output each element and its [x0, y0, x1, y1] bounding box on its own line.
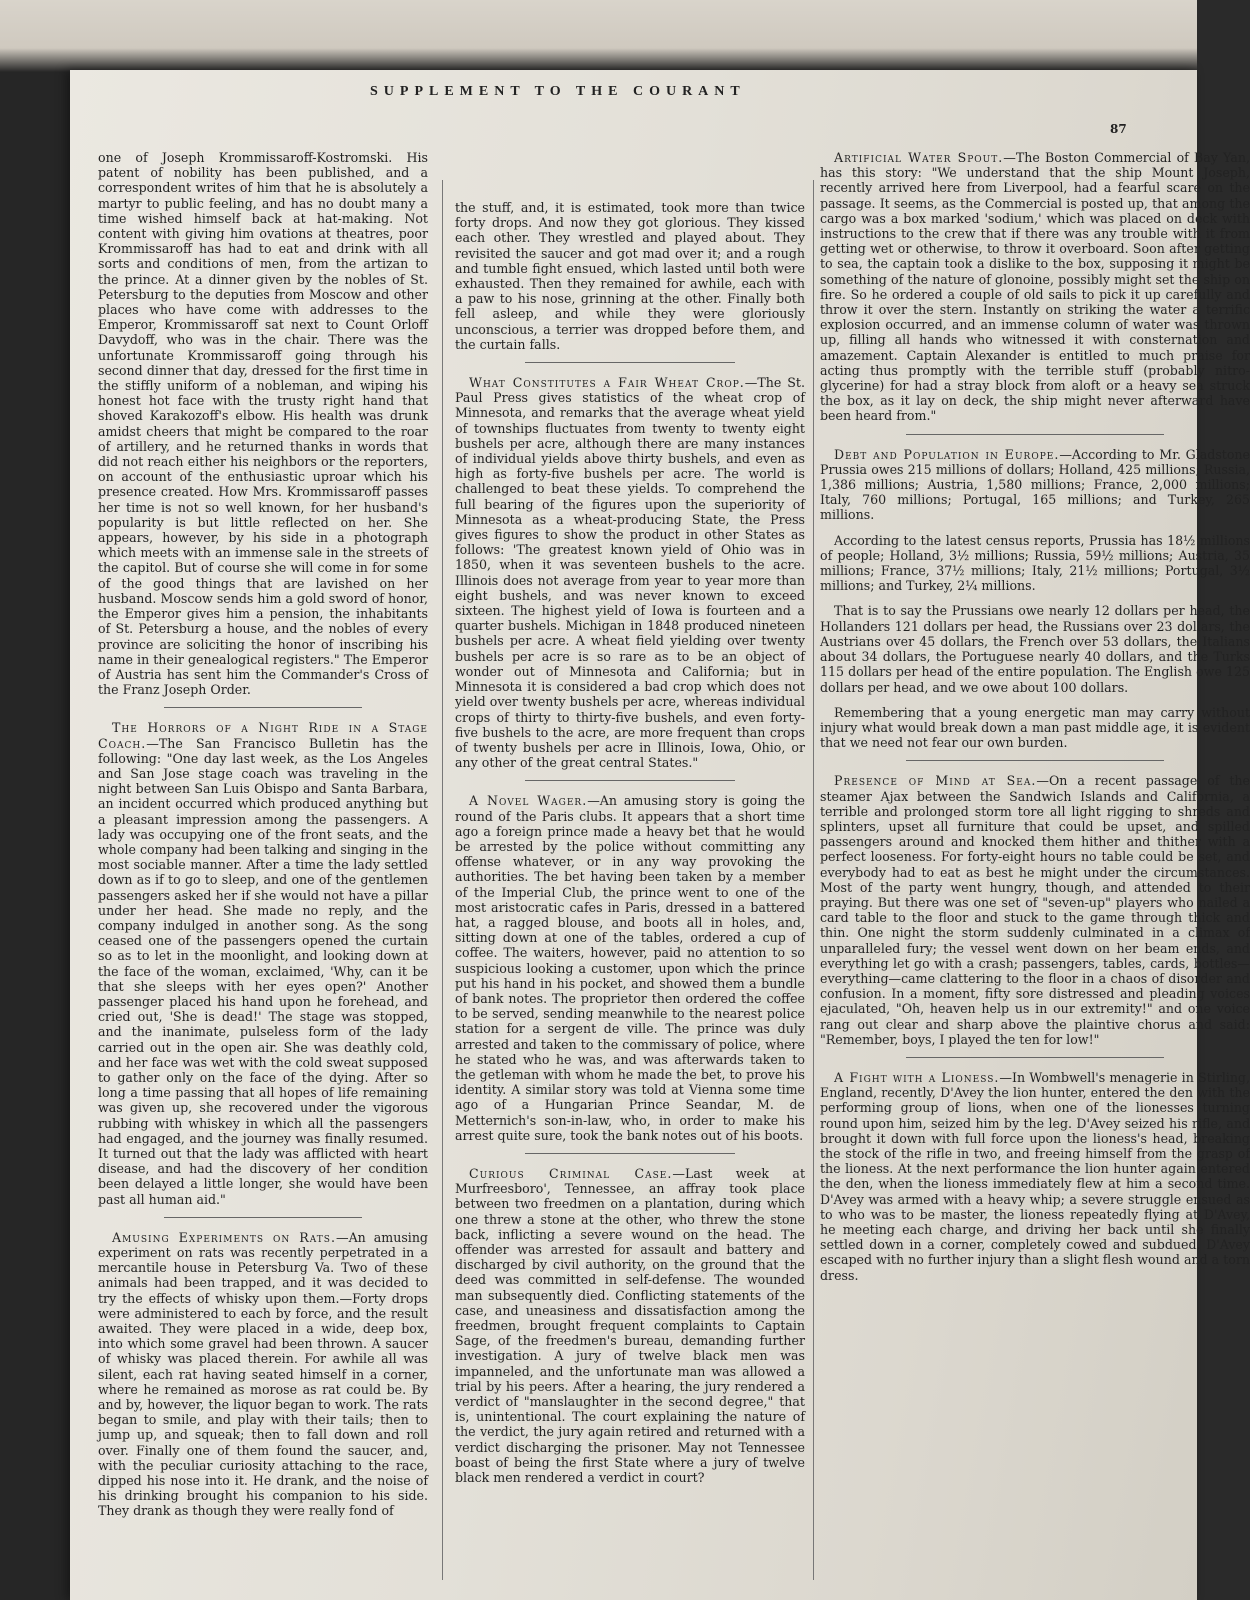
article-text: —The Boston Commercial of Bay Yan, has this story: "We understand that the ship Mount Joseph, recently arrived here from Liverpool, had a fearful scare on the passage. It seems, as the Commercial is posted up, that among the cargo was a box marked 'sodium,' which was placed on deck with instructions to the crew that if there was any trouble with it from getting wet or otherwise, to throw it overboard. Soon after getting to sea, the captain took a dislike to the box, supposing it might be something of the nature of glonoine, possibly might set the ship on fire. So he ordered a couple of old sails to pick it up carefully and throw it over the stern. Instantly on striking the water a terrific explosion occurred, and an immense column of water was thrown up, filling all hands who witnessed it with consternation and amazement. Captain Alexander is entitled to much praise for acting thus promptly with the terrible stuff (probably nitro-glycerine) for had a stray block from aloft or a heavy sea struck the box, as it lay on deck, the ship might never afterward have been heard from."	[820, 150, 1250, 424]
article-text: —The San Francisco Bulletin has the following: "One day last week, as the Los Angeles and San Jose stage coach was traveling in the night between San Luis Obispo and Santa Barbara, an incident occurred which produced anything but a pleasant impression among the passengers. A lady was occupying one of the front seats, and the whole company had been talking and singing in the most sociable manner. After a time the lady settled down as if to go to sleep, and one of the gentlemen passengers asked her if she would not have a pillar under her head. She made no reply, and the company indulged in another song. As the song ceased one of the passengers opened the curtain so as to let in the moonlight, and looking down at the face of the woman, exclaimed, 'Why, can it be that she sleeps with her eyes open?' Another passenger placed his hand upon he forehead, and cried out, 'She is dead!' The stage was stopped, and the inanimate, pulseless form of the lady carried out in the open air. She was deathly cold, and her face was wet with the cold sweat supposed to gather only on the face of the dying. After so long a time passing that all hopes of life remaining was given up, she recovered under the vigorous rubbing with whiskey in which all the passengers had engaged, and the journey was finally resumed. It turned out that the lady was afflicted with heart disease, and had the discovery of her condition been delayed a little longer, she would have been past all human aid."	[98, 735, 428, 1207]
page-header	[70, 80, 1197, 106]
article-headline: The Horrors of a Night Ride in a Stage Coach.	[98, 720, 428, 751]
article-headline: Curious Criminal Case.	[469, 1165, 673, 1181]
article-paragraph	[98, 720, 428, 1207]
article-divider	[164, 707, 362, 708]
article-paragraph	[820, 705, 1250, 751]
article-paragraph	[820, 150, 1250, 424]
column-rule	[813, 180, 814, 1580]
article-paragraph	[820, 1070, 1250, 1283]
article-headline: Artificial Water Spout.	[834, 150, 1004, 165]
article-text: —The St. Paul Press gives statistics of the wheat crop of Minnesota, and remarks that the average wheat yield of townships fluctuates from twenty to twenty eight bushels per acre, although there are many instances of individual yields above thirty bushels, and even as high as forty-five bushels per acre. The world is challenged to beat these yields. To comprehend the full bearing of the figures upon the superiority of Minnesota as a wheat-producing State, the Press gives figures to show the product in other States as follows: 'The greatest known yield of Ohio was in 1850, when it was seventeen bushels to the acre. Illinois does not average from year to year more than eight bushels, and was never known to exceed sixteen. The highest yield of Iowa is fourteen and a quarter bushels. Michigan in 1848 produced nineteen bushels per acre. A wheat field yielding over twenty bushels per acre is so rare as to be an object of wonder out of Minnesota and California; but in Minnesota it is considered a bad crop which does not yield over twenty bushels per acre, whereas individual crops of thirty to thirty-five bushels, and even forty-five bushels to the acre, are more frequent than crops of twenty bushels per acre in Illinois, Iowa, Ohio, or any other of the great central States."	[455, 375, 805, 771]
article-paragraph	[455, 1166, 805, 1485]
article-text: —In Wombwell's menagerie in Stirling, England, recently, D'Avey the lion hunter, entered the den with the performing group of lions, when one of the lionesses turning round upon him, seized him by the leg. D'Avey seized his rifle, and brought it down with full force upon the lioness's head, breaking the stock of the rifle in two, and freeing himself from the grasp of the lioness. At the next performance the lion hunter again entered the den, when the lioness immediately flew at him a second time. D'Avey was armed with a heavy whip; a severe struggle ensued as to who was to be master, the lioness repeatedly flying at D'Avey, he meeting each charge, and driving her back until she finally settled down in a corner, completely cowed and subdued. D'Avey escaped with no further injury than a slight flesh wound and a torn dress.	[820, 1069, 1250, 1283]
article-divider	[906, 760, 1164, 761]
header-title: SUPPLEMENT TO THE COURANT	[370, 84, 746, 99]
article-headline: What Constitutes a Fair Wheat Crop.	[469, 375, 745, 391]
article-divider	[525, 780, 735, 781]
article-paragraph	[455, 200, 805, 352]
article-divider	[525, 1153, 735, 1154]
article-paragraph	[98, 150, 428, 697]
article-paragraph	[820, 603, 1250, 694]
page-number: 87	[1110, 122, 1127, 136]
article-paragraph	[98, 1230, 428, 1519]
article-text: Remembering that a young energetic man may carry without injury what would break down a man past middle age, it is evident that we need not fear our own burden.	[820, 704, 1250, 751]
article-text: the stuff, and, it is estimated, took more than twice forty drops. And now they got glorious. They kissed each other. They wrestled and played about. They revisited the saucer and got mad over it; and a rough and tumble fight ensued, which lasted until both were exhausted. Then they remained for awhile, each with a paw to his nose, grinning at the other. Finally both fell asleep, and while they were gloriously unconscious, a terrier was dropped before them, and the curtain falls.	[455, 200, 805, 352]
article-paragraph	[455, 375, 805, 770]
article-divider	[164, 1217, 362, 1218]
article-divider	[906, 434, 1164, 435]
article-text: one of Joseph Krommissaroff-Kostromski. His patent of nobility has been published, and a correspondent writes of him that he is absolutely a martyr to public feeling, and has no doubt many a time wished himself back at hat-making. Not content with giving him ovations at theatres, poor Krommissaroff has had to eat and drink with all sorts and conditions of men, from the artizan to the prince. At a dinner given by the nobles of St. Petersburg to the deputies from Moscow and other places who have come with addresses to the Emperor, Krommissaroff sat next to Count Orloff Davydoff, who was in the chair. There was the unfortunate Krommissaroff going through his second dinner that day, dressed for the first time in the stiffly uniform of a nobleman, and wiping his honest hot face with the trusty right hand that shoved Karakozoff's elbow. His health was drunk amidst cheers that might be compared to the roar of artillery, and he returned thanks in words that did not reach either his neighbors or the reporters, on account of the enthusiastic uproar which his presence created. How Mrs. Krommissaroff passes her time is not so well known, for her husband's popularity is but little reflected on her. She appears, however, by his side in a photograph which meets with an immense sale in the streets of the capitol. But of course she will come in for some of the good things that are lavished on her husband. Moscow sends him a gold sword of honor, the Emperor gives him a pension, the inhabitants of St. Petersburg a house, and the nobles of every province are soliciting the honor of inscribing his name in their genealogical registers." The Emperor of Austria has sent him the Commander's Cross of the Franz Joseph Order.	[98, 150, 428, 698]
article-paragraph	[455, 793, 805, 1143]
article-paragraph	[820, 773, 1250, 1047]
article-paragraph	[820, 533, 1250, 594]
article-text: —According to Mr. Gladstone Prussia owes 215 millions of dollars; Holland, 425 millions; Russia, 1,386 millions; Austria, 1,580 millions; France, 2,000 millions; Italy, 760 millions; Portugal, 165 millions; and Turkey, 265 millions.	[820, 446, 1250, 523]
column-rule	[442, 180, 443, 1580]
article-text: —An amusing experiment on rats was recently perpetrated in a mercantile house in Petersburg Va. Two of these animals had been trapped, and it was decided to try the effects of whisky upon them.—Forty drops were administered to each by force, and the result awaited. They were placed in a wide, deep box, into which some gravel had been thrown. A saucer of whisky was placed therein. For awhile all was silent, each rat having seated himself in a corner, where he remained as morose as rat could be. By and by, however, the liquor began to work. The rats began to smile, and play with their tails; then to jump up, and squeak; then to fall down and roll over. Finally one of them found the saucer, and, with the peculiar curiosity attaching to the race, dipped his nose into it. He drank, and the noise of his drinking brought his companion to his side. They drank as though they were really fond of	[98, 1229, 428, 1519]
article-text: —Last week at Murfreesboro', Tennessee, an affray took place between two freedmen on a plantation, during which one threw a stone at the other, who threw the stone back, inflicting a severe wound on the head. The offender was arrested for assault and battery and discharged by civil authority, on the ground that the deed was committed in self-defense. The wounded man subsequently died. Conflicting statements of the case, and uneasiness and dissatisfaction among the freedmen, brought frequent complaints to Captain Sage, of the freedmen's bureau, demanding further investigation. A jury of twelve black men was impanneled, and the unfortunate man was allowed a trial by his peers. After a hearing, the jury rendered a verdict of "manslaughter in the second degree," that is, unintentional. The court explaining the nature of the verdict, the jury again retired and returned with a verdict discharging the prisoner. May not Tennessee boast of being the first State where a jury of twelve black men rendered a verdict in court?	[455, 1165, 805, 1486]
article-text: —An amusing story is going the round of the Paris clubs. It appears that a short time ago a foreign prince made a heavy bet that he would be arrested by the police without committing any offense whatever, or in any way provoking the authorities. The bet having been taken by a member of the Imperial Club, the prince went to one of the most aristocratic cafes in Paris, dressed in a battered hat, a ragged blouse, and boots all in holes, and, sitting down at one of the tables, ordered a cup of coffee. The waiters, however, paid no attention to so suspicious looking a customer, upon which the prince put his hand in his pocket, and showed them a bundle of bank notes. The proprietor then ordered the coffee to be served, sending meanwhile to the nearest police station for a sergent de ville. The prince was duly arrested and taken to the commissary of police, where he stated who he was, and was afterwards taken to the getleman with whom he made the bet, to prove his identity. A similar story was told at Vienna some time ago of a Hungarian Prince Seandar, M. de Metternich's son-in-law, who, in order to make his arrest quite sure, took the bank notes out of his boots.	[455, 793, 805, 1143]
article-divider	[525, 362, 735, 363]
article-headline: Amusing Experiments on Rats.	[112, 1229, 336, 1245]
newspaper-page	[70, 70, 1250, 1600]
article-headline: A Fight with a Lioness.	[834, 1069, 1000, 1085]
column-2	[455, 200, 805, 1495]
article-text: —On a recent passage of the steamer Ajax between the Sandwich Islands and California, a terrible and prolonged storm tore all light rigging to shreds and splinters, upset all furniture that could be upset, and spilled passengers around and knocked them hither and thither with a perfect looseness. For forty-eight hours no table could be set, and everybody had to eat as best he might under the circumstances. Most of the party went hungry, though, and attended to their praying. But there was one set of "seven-up" players who nailed a card table to the floor and stuck to the game through thick and thin. One night the storm suddenly culminated in a climax of unparalleled fury; the vessel went down on her beam ends, and everything let go with a crash; passengers, tables, cards, bottles—everything—came clattering to the floor in a chaos of disorder and confusion. In a moment, fifty sore distressed and pleading voices ejaculated, "Oh, heaven help us in our extremity!" and one voice rang out clear and sharp above the plaintive chorus and said: "Remember, boys, I played the ten for low!"	[820, 773, 1250, 1047]
article-paragraph	[820, 447, 1250, 523]
article-text: That is to say the Prussians owe nearly 12 dollars per head, the Hollanders 121 dollars per head, the Russians over 23 dollars, the Austrians over 45 dollars, the French over 53 dollars, the Italians about 34 dollars, the Portuguese nearly 40 dollars, and the Turks 115 dollars per head of the entire population. The English owe 125 dollars per head, and we owe about 100 dollars.	[820, 603, 1250, 695]
article-text: According to the latest census reports, Prussia has 18½ millions of people; Holland, 3½ millions; Russia, 59½ millions; Austria, 35 millions; France, 37½ millions; Italy, 21½ millions; Portugal, 3½ millions; and Turkey, 2¼ millions.	[820, 532, 1250, 594]
column-3	[820, 150, 1250, 1293]
article-headline: Debt and Population in Europe.	[834, 446, 1060, 462]
article-divider	[906, 1057, 1164, 1058]
article-headline: Presence of Mind at Sea.	[834, 773, 1037, 789]
column-1	[98, 150, 428, 1529]
article-headline: A Novel Wager.	[469, 793, 588, 809]
